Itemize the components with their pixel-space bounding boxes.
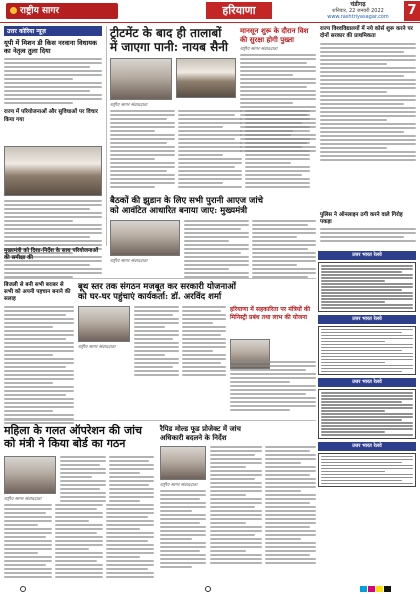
page-number: 7	[404, 1, 420, 21]
railway-body	[210, 446, 316, 564]
meeting-headline-1: बैठकों की झुडान के लिए सभी पुरानी आएज जांचे	[110, 196, 263, 206]
women-story	[4, 424, 154, 450]
railway-byline: राष्ट्रीय सागर संवाददाता	[160, 483, 198, 488]
section-title: हरियाणा	[206, 2, 272, 19]
meeting-byline: राष्ट्रीय सागर संवाददाता	[110, 259, 148, 264]
lower-left-article	[4, 282, 74, 424]
section-divider	[4, 278, 316, 279]
women-top-body	[60, 456, 154, 502]
cyan-swatch	[360, 586, 367, 592]
color-swatches	[360, 586, 391, 592]
minister-photo	[110, 58, 172, 100]
main-story-headline-1: ट्रीटमेंट के बाद ही तालाबों	[110, 26, 222, 40]
haryana-headline-2: मिनिस्ट्री प्रबंध तथा लाभ की योजना	[230, 313, 308, 321]
railway-headline-1: रैपिड मोल्ड फूड प्रोजेक्ट में जांच	[160, 424, 241, 433]
registration-mark-icon	[205, 586, 211, 592]
haryana-headline-1: हरियाणा में सहकारिता पर मंत्रियों की	[230, 306, 311, 313]
women-headline-1: महिला के गलत ऑपरेशन की जांच	[4, 424, 142, 437]
top-right-headline-2: की सुरक्षा होगी पुख्ता	[240, 35, 294, 44]
black-swatch	[384, 586, 391, 592]
meeting-body	[184, 220, 316, 278]
women-body	[4, 504, 154, 578]
masthead	[0, 0, 420, 22]
top-right-story	[240, 26, 316, 152]
side-note-headline: मुख्यमंत्री को दिशा-निर्देश के साथ परियोजनाओं की समीक्षा की	[4, 248, 99, 261]
minister-portrait-photo	[4, 456, 56, 494]
meeting-story	[110, 196, 316, 216]
side-note	[4, 248, 102, 262]
city-name: चंडीगढ़	[350, 1, 366, 8]
bottom-right-headline: पुलिस ने ऑनलाइन ठगी करने वाले गिरोह पकड़ा	[320, 212, 403, 225]
village-headline-1: बूथ स्तर तक संगठन मजबूत कर सरकारी योजनाओं	[78, 282, 236, 292]
magenta-swatch	[368, 586, 375, 592]
left-top-body	[4, 58, 102, 104]
bottom-right-brief	[320, 212, 416, 242]
top-right-headline-1: मानसून शुरू के दौरान विश	[240, 26, 309, 35]
women-byline: राष्ट्रीय सागर संवाददाता	[4, 497, 42, 502]
left-top-subhead: राज्य में परियोजनाओं और सुविधाओं पर विचार किया गया	[4, 109, 98, 123]
right-brief-headline: राज्य विश्वविद्यालयों में नये कोर्स शुरू करने पर दोनों सरकार की प्राथमिकता	[320, 26, 413, 39]
ad-head-4: उत्तर भारत रेलवे	[318, 442, 416, 451]
left-photo-caption-body	[4, 200, 102, 278]
date-line: शनिवार, 22 जनवरी 2022	[332, 8, 384, 14]
left-top-kicker: उत्तर कोरिया न्यूज़	[4, 26, 102, 36]
conference-photo	[176, 58, 236, 98]
village-story	[78, 282, 316, 302]
haryana-story	[230, 306, 316, 411]
ad-head-3: उत्तर भारत रेलवे	[318, 378, 416, 387]
village-headline-2: को घर-घर पहुंचाएं कार्यकर्ता: डॉ. अरविंद शर्मा	[78, 292, 222, 302]
lower-left-headline: बिजली से बनी सभी बराबर से सभी को अपनी पहचान बनाने की सलाह	[4, 282, 71, 302]
village-body	[134, 306, 226, 376]
ad-block-1	[318, 262, 416, 312]
right-brief	[320, 26, 416, 161]
column-divider	[106, 26, 107, 246]
website-url[interactable]: www.rashtriyasagar.com	[327, 14, 389, 20]
railway-headline-2: अधिकारी बदलने के निर्देश	[160, 433, 227, 442]
ad-block-2	[318, 326, 416, 376]
main-story-headline-2: में जाएगा पानी: नायब सैनी	[110, 40, 228, 54]
ad-head-2: उत्तर भारत रेलवे	[318, 315, 416, 324]
masthead-rule	[0, 22, 420, 23]
main-story-byline: राष्ट्रीय सागर संवाददाता	[110, 103, 148, 108]
registration-mark-icon	[20, 586, 26, 592]
lower-divider	[4, 420, 316, 421]
village-byline: राष्ट्रीय सागर संवाददाता	[78, 345, 116, 350]
masthead-info	[312, 2, 404, 20]
party-worker-photo	[78, 306, 130, 342]
official-photo	[160, 446, 206, 480]
meeting-hall-photo	[4, 146, 102, 196]
railway-story	[160, 424, 316, 442]
railway-left-body	[160, 490, 206, 568]
officials-photo	[110, 220, 180, 256]
top-right-byline: राष्ट्रीय सागर संवाददाता	[240, 47, 278, 52]
women-headline-2: को मंत्री ने किया बोर्ड का गठन	[4, 437, 126, 450]
paper-name: राष्ट्रीय सागर	[6, 3, 118, 19]
ad-head-1: उत्तर भारत रेलवे	[318, 251, 416, 260]
meeting-headline-2: को आवंटित आधारित बनाया जाए: मुख्यमंत्री	[110, 206, 248, 216]
ad-block-3	[318, 389, 416, 439]
yellow-swatch	[376, 586, 383, 592]
left-top-article	[4, 26, 102, 124]
ad-block-4	[318, 453, 416, 488]
classified-ads-column	[318, 248, 416, 578]
left-top-headline: यूपी में मिशन डी किस नरवाना विधायक का नेतृत्व तुला दिया	[4, 39, 98, 55]
